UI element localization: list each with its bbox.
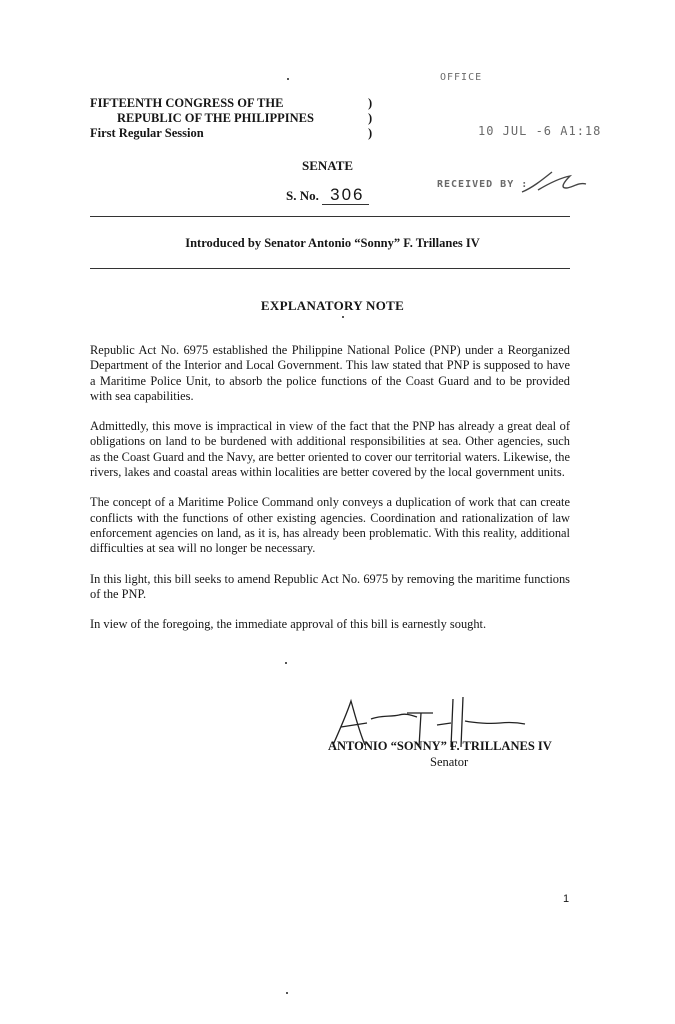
scan-speck: [286, 992, 288, 994]
paragraph-4: In this light, this bill seeks to amend Republic Act No. 6975 by removing the maritime functions of the PNP.: [90, 571, 570, 601]
intro-divider: [90, 268, 570, 269]
paren-1: ): [368, 96, 373, 110]
explanatory-note-heading: EXPLANATORY NOTE: [260, 298, 405, 313]
paragraph-5: In view of the foregoing, the immediate approval of this bill is earnestly sought.: [90, 617, 487, 632]
paren-2: ): [368, 111, 373, 125]
congress-line-1: FIFTEENTH CONGRESS OF THE: [90, 96, 284, 110]
introduced-by: Introduced by Senator Antonio “Sonny” F. Trillanes IV: [185, 236, 480, 250]
office-stamp-label: OFFICE: [440, 72, 483, 83]
chamber-label: SENATE: [302, 158, 354, 173]
session-line: First Regular Session: [90, 126, 204, 140]
scan-speck: [342, 316, 344, 318]
bill-number: 306: [322, 185, 368, 205]
received-initials-signature: [520, 168, 590, 196]
bill-label: S. No.: [286, 188, 319, 203]
scan-speck: [285, 662, 287, 664]
congress-line-2: REPUBLIC OF THE PHILIPPINES: [117, 111, 314, 125]
signatory-title: Senator: [430, 755, 469, 769]
explanatory-note-body: [90, 343, 570, 647]
bill-number-line: [286, 185, 369, 205]
signatory-name: ANTONIO “SONNY” F. TRILLANES IV: [328, 739, 552, 753]
received-by-label: RECEIVED BY :: [437, 179, 529, 190]
paragraph-3: The concept of a Maritime Police Command only conveys a duplication of work that can create conflicts with the functions of other existing agencies. Coordination and rationalization of law enforcement agencies on land, as it is, has already been problematic. With this reality, additional difficulties at sea will no longer be necessary.: [90, 495, 570, 556]
scan-speck: [287, 78, 289, 80]
congress-header: [90, 96, 314, 141]
paren-3: ): [368, 126, 373, 140]
stamp-date: 10 JUL -6 A1:18: [478, 124, 602, 138]
header-parens: [368, 96, 372, 141]
page-number: 1: [563, 893, 570, 905]
paragraph-2: Admittedly, this move is impractical in view of the fact that the PNP has already a great deal of obligations on land to be burdened with additional responsibilities at sea. Other agencies, such as the Coast Guard and the Navy, are better oriented to cover our territorial waters. Likewise, the rivers, lakes and coastal areas within localities are better covered by the local government units.: [90, 419, 570, 480]
paragraph-1: Republic Act No. 6975 established the Philippine National Police (PNP) under a Reorganized Department of the Interior and Local Government. This law stated that PNP is supposed to have a Maritime Police Unit, to absorb the police functions of the Coast Guard and to be provided with sea capabilities.: [90, 343, 570, 403]
top-divider: [90, 216, 570, 217]
